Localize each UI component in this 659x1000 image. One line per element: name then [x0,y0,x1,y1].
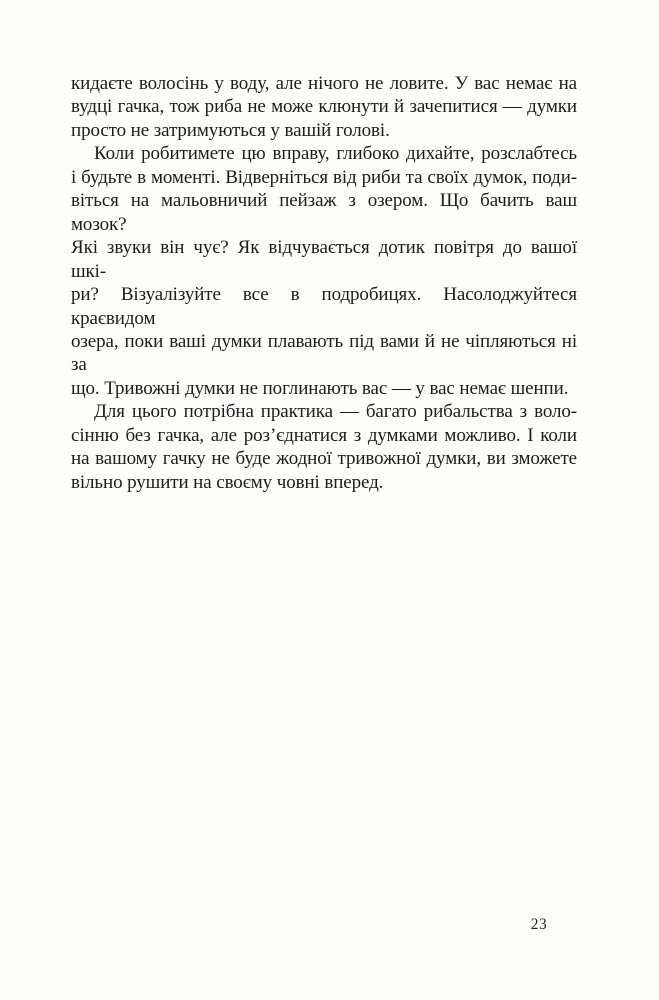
text-line: що. Тривожні думки не поглинають вас — у вас немає шенпи. [71,377,569,399]
text-line: Які звуки він чує? Як відчувається дотик повітря до вашої шкі- [71,237,577,282]
text-line: на вашому гачку не буде жодної тривожної думки, ви зможете [71,448,577,470]
text-line: сінню без гачка, але роз’єднатися з думками можливо. І коли [71,424,577,446]
text-line: і будьте в моменті. Відверніться від риби та своїх думок, поди- [71,166,577,188]
paragraph [71,72,577,142]
text-line: вільно рушити на своєму човні вперед. [71,471,384,493]
body-text [71,72,577,494]
text-line: Для цього потрібна практика — багато рибальства з воло- [94,401,577,423]
text-line: ри? Візуалізуйте все в подробицях. Насолоджуйтеся краєвидом [71,284,577,329]
text-line: вудці гачка, тож риба не може клюнути й зачепитися — думки [71,96,577,118]
text-line: віться на мальовничий пейзаж з озером. Що бачить ваш мозок? [71,190,577,235]
text-line: озера, поки ваші думки плавають під вами й не чіпляються ні за [71,330,577,376]
paragraph [71,400,577,494]
text-line: кидаєте волосінь у воду, але нічого не ловите. У вас немає на [71,73,577,94]
paragraph [71,142,577,400]
text-line: просто не затримуються у вашій голові. [71,119,390,141]
page-number: 23 [530,916,548,933]
text-line: Коли робитимете цю вправу, глибоко дихайте, розслабтесь [94,143,577,165]
